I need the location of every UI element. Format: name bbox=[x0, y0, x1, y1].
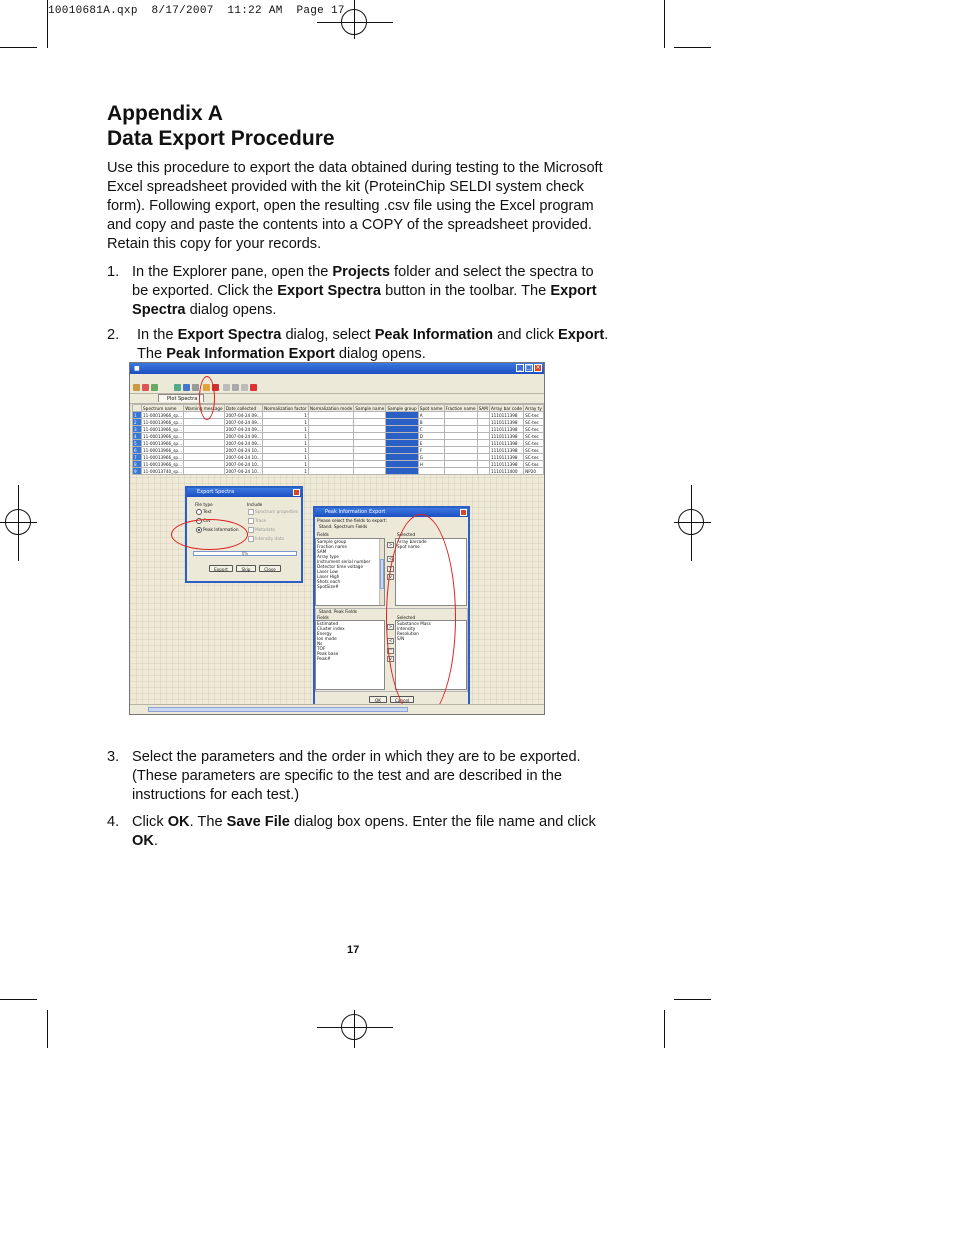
table-cell bbox=[386, 433, 418, 440]
radio-csv-label: Csv bbox=[203, 518, 211, 523]
intro-paragraph: Use this procedure to export the data obtained during testing to the Microsoft Excel spreadsheet provided with the kit (ProteinChip SELDI system check form). Following export, open the resulting .csv file using the Excel program and copy and paste the contents into a COPY of the spreadsheet provided. Retain this copy for your records. bbox=[107, 160, 603, 252]
table-cell-date: 2007-04-24 09... bbox=[225, 440, 261, 446]
step-number: 2. bbox=[107, 327, 120, 343]
table-cell-norm: 1 bbox=[262, 426, 308, 433]
column-header: Array bar code bbox=[490, 405, 522, 411]
include-checkbox bbox=[248, 527, 254, 533]
table-cell-type: SC-tes bbox=[524, 412, 544, 419]
table-cell-norm: 1 bbox=[262, 412, 308, 419]
table-cell-bar: 1110111398 bbox=[489, 461, 523, 468]
table-cell bbox=[184, 440, 225, 447]
table-cell-n: 6 bbox=[133, 447, 142, 454]
selected-label: Selected bbox=[397, 615, 416, 620]
list-item: Shots each bbox=[317, 579, 341, 584]
table-cell-n: 7 bbox=[133, 454, 142, 461]
remove-field-button: < bbox=[388, 556, 393, 561]
window-title-bar: ■ _ □ × bbox=[130, 363, 544, 374]
column-header: Fraction name bbox=[445, 405, 476, 411]
table-cell bbox=[354, 447, 386, 454]
table-cell bbox=[444, 433, 477, 440]
include-checkbox bbox=[248, 536, 254, 542]
column-header: Warning message bbox=[185, 405, 223, 411]
table-cell bbox=[308, 468, 354, 475]
include-option: Metadata bbox=[255, 527, 275, 532]
table-cell-type: SC-tes bbox=[524, 454, 544, 461]
table-cell bbox=[184, 419, 225, 426]
table-cell bbox=[308, 447, 354, 454]
field-prompt: Please select the fields to export: bbox=[317, 518, 387, 523]
table-cell bbox=[354, 454, 386, 461]
table-cell bbox=[477, 468, 489, 475]
list-item: Ns bbox=[317, 641, 323, 646]
close-icon bbox=[460, 509, 467, 516]
table-header-row bbox=[133, 405, 544, 412]
table-cell-norm: 1 bbox=[262, 461, 308, 468]
table-cell-bar: 1110111398 bbox=[489, 419, 523, 426]
table-cell-date: 2007-04-24 10... bbox=[225, 461, 261, 467]
table-cell bbox=[386, 447, 418, 454]
column-header: Normalization factor bbox=[263, 405, 307, 411]
table-cell-date: 2007-04-24 10... bbox=[225, 468, 261, 474]
toolbar-icon bbox=[142, 384, 149, 391]
table-cell-name: 11-00013966_sp... bbox=[143, 447, 183, 453]
table-cell bbox=[354, 412, 386, 419]
table-cell-n: 9 bbox=[133, 468, 142, 475]
list-item: Intensity bbox=[397, 626, 416, 631]
toolbar-icon bbox=[183, 384, 190, 391]
table-cell bbox=[444, 461, 477, 468]
table-cell bbox=[477, 461, 489, 468]
toolbar-icon bbox=[192, 384, 199, 391]
table-cell-n: 2 bbox=[133, 419, 142, 426]
add-field-button: > bbox=[388, 542, 393, 547]
table-cell bbox=[308, 454, 354, 461]
table-cell-date: 2007-04-24 09... bbox=[225, 426, 261, 432]
column-header: Date collected bbox=[224, 405, 262, 412]
table-cell-spot: C bbox=[418, 426, 444, 433]
table-cell-date: 2007-04-24 10... bbox=[225, 454, 261, 460]
table-cell bbox=[477, 426, 489, 433]
table-cell-norm: 1 bbox=[262, 454, 308, 461]
table-row bbox=[133, 440, 544, 447]
table-cell bbox=[354, 461, 386, 468]
table-cell-norm: 1 bbox=[262, 468, 308, 475]
table-cell-spot: F bbox=[418, 447, 444, 454]
fields-label: Fields bbox=[317, 532, 329, 537]
maximize-icon: □ bbox=[526, 364, 532, 371]
list-item: Array type bbox=[317, 554, 339, 559]
table-cell bbox=[444, 419, 477, 426]
table-cell bbox=[386, 426, 418, 433]
table-cell bbox=[308, 412, 354, 419]
include-label: Include bbox=[247, 502, 263, 507]
list-item: Laser High bbox=[317, 574, 340, 579]
table-cell-date: 2007-04-24 10... bbox=[225, 447, 261, 453]
list-item: Array barcode bbox=[397, 539, 427, 544]
list-item: SAM bbox=[317, 549, 327, 554]
table-cell bbox=[477, 433, 489, 440]
table-cell-spot: B bbox=[418, 419, 444, 426]
available-peak-fields-list bbox=[315, 620, 385, 690]
delete-icon bbox=[250, 384, 257, 391]
table-cell-type: SC-tes bbox=[524, 419, 544, 426]
table-cell-type: SC-tes bbox=[524, 461, 544, 468]
list-item: Substance Mass bbox=[397, 621, 431, 626]
skip-button: Skip bbox=[236, 565, 256, 572]
toolbar bbox=[130, 382, 544, 394]
table-row bbox=[133, 433, 544, 440]
table-cell bbox=[354, 468, 386, 475]
column-header: SAM bbox=[478, 405, 488, 411]
list-item: Sample group bbox=[317, 539, 347, 544]
spectra-table bbox=[132, 404, 544, 475]
table-cell-bar: 1110111398 bbox=[489, 447, 523, 454]
include-option: Spectrum properties bbox=[255, 509, 298, 514]
column-header: Spectrum name bbox=[142, 405, 184, 412]
column-header: Sample group bbox=[387, 405, 417, 411]
file-type-label: File type bbox=[195, 502, 213, 507]
table-cell-date: 2007-04-24 09... bbox=[225, 412, 261, 418]
table-cell bbox=[386, 454, 418, 461]
table-cell-type: SC-tes bbox=[524, 447, 544, 454]
table-cell bbox=[184, 454, 225, 461]
table-cell bbox=[477, 412, 489, 419]
table-cell-n: 5 bbox=[133, 440, 142, 447]
table-cell-norm: 1 bbox=[262, 447, 308, 454]
table-cell-norm: 1 bbox=[262, 433, 308, 440]
table-cell bbox=[386, 461, 418, 468]
table-cell bbox=[184, 447, 225, 454]
table-cell-type: SC-tes bbox=[524, 433, 544, 440]
table-cell-bar: 1110111398 bbox=[489, 440, 523, 447]
table-cell-spot: G bbox=[418, 454, 444, 461]
table-cell bbox=[444, 426, 477, 433]
table-cell-bar: 1110111400 bbox=[489, 468, 523, 475]
step-text: Click OK. The Save File dialog box opens. Enter the file name and click OK. bbox=[132, 814, 596, 849]
table-cell bbox=[386, 419, 418, 426]
table-cell bbox=[444, 454, 477, 461]
table-cell bbox=[444, 447, 477, 454]
radio-text-label: Text bbox=[203, 509, 212, 514]
table-cell-name: 11-00013966_sp... bbox=[143, 440, 183, 446]
table-cell-name: 11-00013740_sp... bbox=[143, 468, 183, 474]
table-cell bbox=[477, 440, 489, 447]
table-cell bbox=[477, 419, 489, 426]
export-progress-bar: 0% bbox=[193, 551, 297, 556]
selected-label: Selected bbox=[397, 532, 416, 537]
remove-field-button: < bbox=[388, 638, 393, 643]
available-spectrum-fields-list bbox=[315, 538, 385, 606]
table-cell-n: 3 bbox=[133, 426, 142, 433]
table-row bbox=[133, 412, 544, 419]
list-item: Ion mode bbox=[317, 636, 337, 641]
add-field-button: > bbox=[388, 624, 393, 629]
list-item: S/N bbox=[397, 636, 405, 641]
column-header: Sample name bbox=[355, 405, 385, 411]
cancel-button: Cancel bbox=[390, 696, 414, 703]
dialog-title: Export Spectra bbox=[187, 488, 301, 497]
close-icon bbox=[293, 489, 300, 496]
table-cell bbox=[308, 419, 354, 426]
toolbar-icon bbox=[223, 384, 230, 391]
table-cell-spot: H bbox=[418, 461, 444, 468]
list-item: Peak base bbox=[317, 651, 339, 656]
tab-bar bbox=[130, 394, 544, 404]
software-screenshot bbox=[129, 362, 545, 715]
step-number: 1. bbox=[107, 264, 120, 280]
table-cell bbox=[184, 468, 225, 475]
table-cell bbox=[444, 468, 477, 475]
table-cell bbox=[184, 426, 225, 433]
fields-label: Fields bbox=[317, 615, 329, 620]
step-text: In the Explorer pane, open the Projects folder and select the spectra to be exported. Click the Export Spectra button in the toolbar. The Export Spectra dialog opens. bbox=[132, 264, 597, 318]
export-button: Export bbox=[209, 565, 233, 572]
radio-peak-information-label: Peak Information bbox=[203, 527, 239, 532]
include-checkbox bbox=[248, 509, 254, 515]
column-header: Spot name bbox=[419, 405, 443, 411]
include-checkbox bbox=[248, 518, 254, 524]
title-line-2: Data Export Procedure bbox=[107, 127, 335, 150]
list-item: Estimated bbox=[317, 621, 339, 626]
list-item: Energy bbox=[317, 631, 332, 636]
table-cell-n: 1 bbox=[133, 412, 142, 419]
toolbar-icon bbox=[151, 384, 158, 391]
step-text: Select the parameters and the order in which they are to be exported. (These parameters are specific to the test and are described in the instructions for each test.) bbox=[132, 749, 581, 803]
radio-text bbox=[196, 509, 202, 515]
table-cell-type: SC-tes bbox=[524, 440, 544, 447]
spectrum-fields-group-label: Stand. Spectrum Fields bbox=[319, 524, 368, 529]
table-cell-date: 2007-04-24 09... bbox=[225, 419, 261, 425]
annotation-ring-peak-information bbox=[171, 519, 248, 550]
table-cell bbox=[308, 461, 354, 468]
title-line-1: Appendix A bbox=[107, 102, 223, 125]
list-item: Peak# bbox=[317, 656, 331, 661]
dialog-title: Peak Information Export bbox=[315, 508, 468, 517]
list-item: Resolution bbox=[397, 631, 419, 636]
horizontal-scrollbar bbox=[130, 704, 544, 714]
table-cell-spot: A bbox=[418, 412, 444, 419]
table-cell bbox=[386, 468, 418, 475]
column-header: Array ty bbox=[525, 405, 542, 411]
list-item: Detector time voltage bbox=[317, 564, 364, 569]
table-cell-name: 11-00013966_sp... bbox=[143, 419, 183, 425]
include-option: Intensity data bbox=[255, 536, 284, 541]
table-cell-n: 8 bbox=[133, 461, 142, 468]
ok-button: OK bbox=[369, 696, 387, 703]
table-cell bbox=[184, 433, 225, 440]
table-cell-spot: D bbox=[418, 433, 444, 440]
toolbar-icon bbox=[174, 384, 181, 391]
table-cell bbox=[444, 412, 477, 419]
step-number: 3. bbox=[107, 749, 120, 765]
step-number: 4. bbox=[107, 814, 120, 830]
table-row bbox=[133, 419, 544, 426]
toolbar-icon bbox=[232, 384, 239, 391]
table-cell-bar: 1110111398 bbox=[489, 412, 523, 419]
menu-bar bbox=[130, 374, 544, 382]
table-cell-name: 11-00013966_sp... bbox=[143, 433, 183, 439]
tab-plot-spectra: Plot Spectra bbox=[158, 394, 204, 402]
peak-fields-group-label: Stand. Peak Fields bbox=[319, 609, 357, 614]
print-slug: 10010681A.qxp 8/17/2007 11:22 AM Page 17 bbox=[48, 5, 345, 17]
page-title bbox=[107, 101, 335, 151]
spectra-workspace bbox=[130, 404, 544, 706]
table-cell-n: 4 bbox=[133, 433, 142, 440]
table-cell-norm: 1 bbox=[262, 440, 308, 447]
table-cell bbox=[354, 433, 386, 440]
minimize-icon: _ bbox=[516, 364, 524, 372]
move-up-button: ^ bbox=[388, 566, 393, 571]
table-row bbox=[133, 426, 544, 433]
move-up-button: ^ bbox=[388, 648, 393, 653]
table-row bbox=[133, 468, 544, 475]
annotation-ring-export-spectra bbox=[199, 376, 215, 420]
table-cell bbox=[308, 433, 354, 440]
toolbar-icon bbox=[133, 384, 140, 391]
list-item: Fraction name bbox=[317, 544, 347, 549]
table-cell-name: 11-00013966_sp... bbox=[143, 454, 183, 460]
table-cell-date: 2007-04-24 09... bbox=[225, 433, 261, 439]
table-cell bbox=[354, 440, 386, 447]
table-cell-name: 11-00013966_sp... bbox=[143, 426, 183, 432]
toolbar-icon bbox=[241, 384, 248, 391]
list-item: TOF bbox=[317, 646, 326, 651]
table-cell-name: 11-00013966_sp... bbox=[143, 461, 183, 467]
table-cell bbox=[354, 426, 386, 433]
list-item: Spot name bbox=[397, 544, 420, 549]
scrollbar bbox=[379, 539, 384, 605]
table-cell-bar: 1110111398 bbox=[489, 433, 523, 440]
page-number: 17 bbox=[347, 944, 360, 956]
list-item: Instrument serial number bbox=[317, 559, 371, 564]
table-cell-spot: E bbox=[418, 440, 444, 447]
column-header: Normalization mode bbox=[309, 405, 353, 411]
table-cell-name: 11-00013966_sp... bbox=[143, 412, 183, 418]
table-cell bbox=[308, 426, 354, 433]
table-cell-norm: 1 bbox=[262, 419, 308, 426]
table-cell bbox=[386, 440, 418, 447]
table-cell-bar: 1110111398 bbox=[489, 454, 523, 461]
step-text: In the Export Spectra dialog, select Peak Information and click Export. The Peak Information Export dialog opens. bbox=[137, 327, 609, 362]
table-cell bbox=[477, 447, 489, 454]
move-down-button: v bbox=[387, 656, 394, 662]
list-item: SpotSize# bbox=[317, 584, 339, 589]
move-down-button: v bbox=[387, 574, 394, 580]
include-option: Trace bbox=[255, 518, 267, 523]
annotation-ring-selected-fields bbox=[386, 514, 456, 715]
table-cell bbox=[354, 419, 386, 426]
table-cell-bar: 1110111398 bbox=[489, 426, 523, 433]
table-cell bbox=[386, 412, 418, 419]
table-cell-type: SC-tes bbox=[524, 426, 544, 433]
table-cell-type: NP20 bbox=[524, 468, 544, 475]
table-cell bbox=[308, 440, 354, 447]
table-row bbox=[133, 447, 544, 454]
close-icon: × bbox=[535, 364, 541, 371]
table-row bbox=[133, 461, 544, 468]
close-button: Close bbox=[259, 565, 281, 572]
table-cell bbox=[444, 440, 477, 447]
table-cell bbox=[184, 461, 225, 468]
table-cell bbox=[477, 454, 489, 461]
list-item: Cluster index bbox=[317, 626, 345, 631]
list-item: Laser Low bbox=[317, 569, 338, 574]
table-cell-spot bbox=[418, 468, 444, 475]
table-row bbox=[133, 454, 544, 461]
